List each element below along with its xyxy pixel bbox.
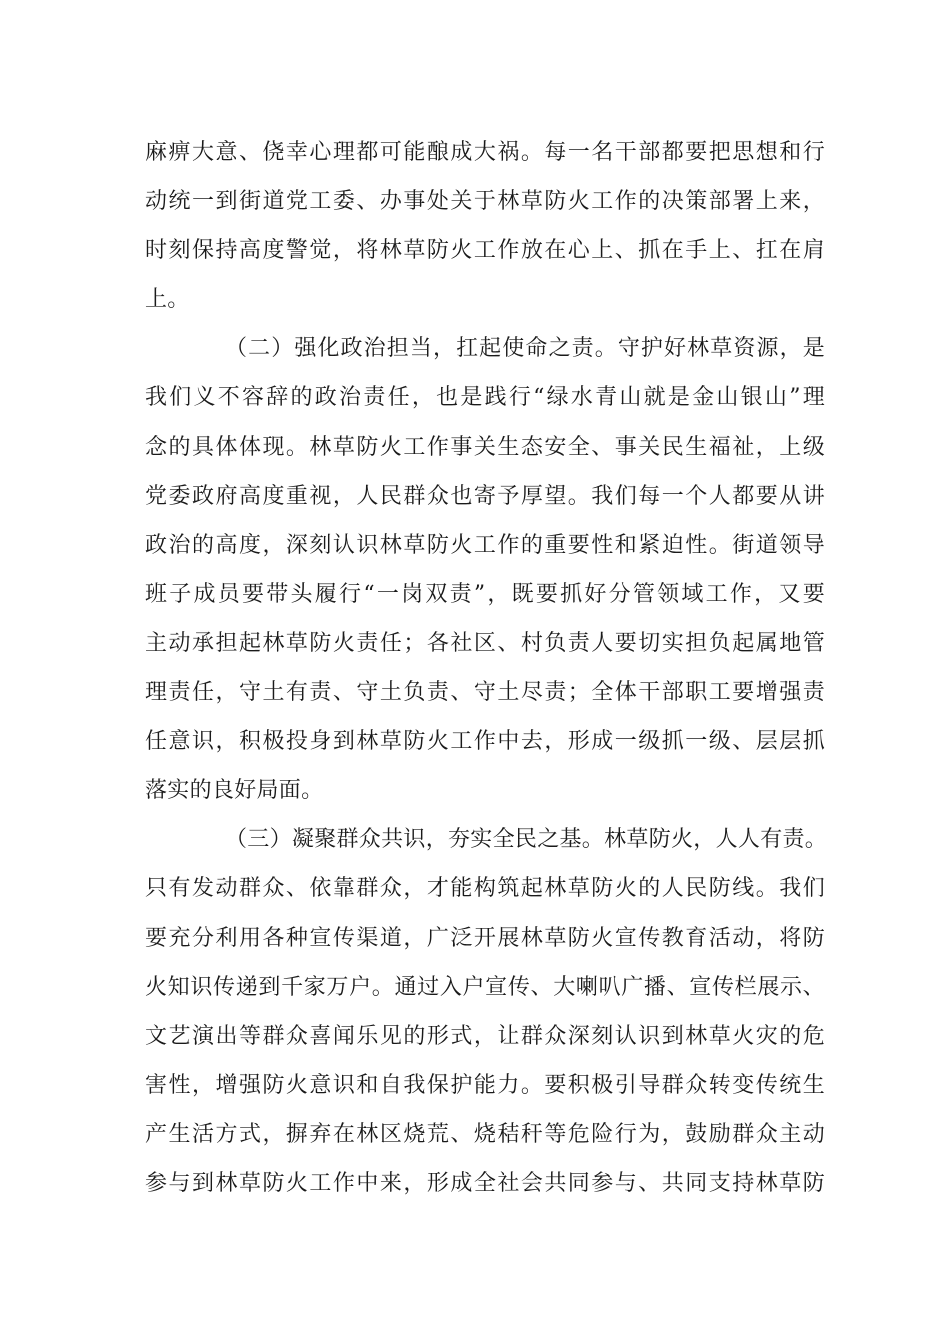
text-line: 理责任，守土有责、守土负责、守土尽责；全体干部职工要增强责 [145, 680, 825, 706]
section-heading-line: （三）凝聚群众共识，夯实全民之基。林草防火，人人有责。 [225, 827, 828, 853]
text-line: 动统一到街道党工委、办事处关于林草防火工作的决策部署上来， [145, 189, 825, 215]
text-line: 落实的良好局面。 [145, 778, 324, 804]
text-line: 政治的高度，深刻认识林草防火工作的重要性和紧迫性。街道领导 [145, 532, 825, 558]
text-line: 时刻保持高度警觉，将林草防火工作放在心上、抓在手上、扛在肩 [145, 238, 825, 264]
body-text [145, 128, 828, 1208]
text-line: 麻痹大意、侥幸心理都可能酿成大祸。每一名干部都要把思想和行 [145, 140, 825, 165]
text-line: 文艺演出等群众喜闻乐见的形式，让群众深刻认识到林草火灾的危 [145, 1023, 825, 1049]
text-line: 党委政府高度重视，人民群众也寄予厚望。我们每一个人都要从讲 [145, 483, 825, 509]
text-line: 我们义不容辞的政治责任，也是践行“绿水青山就是金山银山”理 [145, 385, 825, 411]
text-line: 要充分利用各种宣传渠道，广泛开展林草防火宣传教育活动，将防 [145, 925, 825, 951]
text-line: 只有发动群众、依靠群众，才能构筑起林草防火的人民防线。我们 [145, 876, 825, 902]
text-line: 火知识传递到千家万户。通过入户宣传、大喇叭广播、宣传栏展示、 [145, 974, 825, 1000]
text-line: 产生活方式，摒弃在林区烧荒、烧秸秆等危险行为，鼓励群众主动 [145, 1121, 825, 1147]
text-line: 上。 [145, 287, 190, 313]
text-line: 参与到林草防火工作中来，形成全社会共同参与、共同支持林草防 [145, 1170, 825, 1196]
text-line: 念的具体体现。林草防火工作事关生态安全、事关民生福祉，上级 [145, 434, 825, 460]
text-line: 班子成员要带头履行“一岗双责”，既要抓好分管领域工作，又要 [145, 581, 825, 607]
text-line: 害性，增强防火意识和自我保护能力。要积极引导群众转变传统生 [145, 1072, 825, 1098]
text-line: 主动承担起林草防火责任；各社区、村负责人要切实担负起属地管 [145, 630, 825, 656]
section-heading-line: （二）强化政治担当，扛起使命之责。守护好林草资源，是 [225, 336, 825, 362]
text-line: 任意识，积极投身到林草防火工作中去，形成一级抓一级、层层抓 [145, 729, 825, 755]
